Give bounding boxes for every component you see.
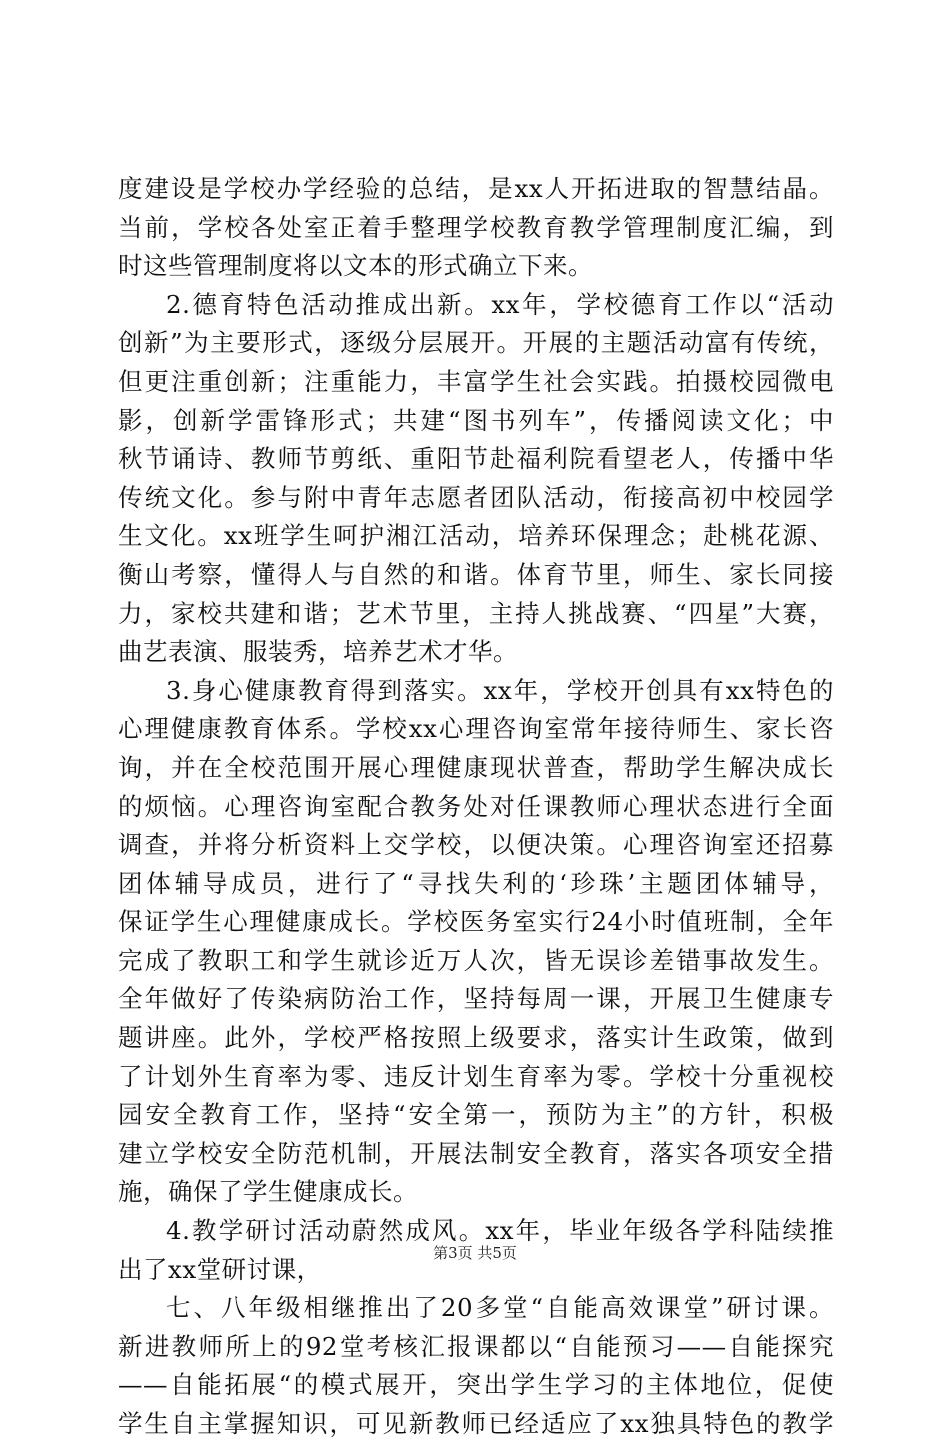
text-line: 园安全教育工作，坚持“安全第一，预防为主”的方针，积极 [118,1100,834,1130]
text-line: 力，家校共建和谐；艺术节里，主持人挑战赛、“四星”大赛， [118,598,834,628]
text-line: 但更注重创新；注重能力，丰富学生社会实践。拍摄校园微电 [118,366,834,396]
text-line: 调查，并将分析资料上交学校，以便决策。心理咨询室还招募 [118,830,834,860]
text-line: 生文化。xx班学生呵护湘江活动，培养环保理念；赴桃花源、 [118,521,834,551]
text-line: 传统文化。参与附中青年志愿者团队活动，衔接高初中校园学 [118,482,834,512]
text-line: 完成了教职工和学生就诊近万人次，皆无误诊差错事故发生。 [118,945,834,975]
text-line: 七、八年级相继推出了20多堂“自能高效课堂”研讨课。 [166,1293,834,1323]
text-line: 2.德育特色活动推成出新。xx年，学校德育工作以“活动 [166,289,834,319]
text-line: 当前，学校各处室正着手整理学校教育教学管理制度汇编，到 [118,212,834,242]
text-line: ——自能拓展“的模式展开，突出学生学习的主体地位，促使 [118,1370,834,1400]
text-line: 全年做好了传染病防治工作，坚持每周一课，开展卫生健康专 [118,984,834,1014]
text-line: 3.身心健康教育得到落实。xx年，学校开创具有xx特色的 [166,675,834,705]
page-number-footer: 第3页 共5页 [433,1244,517,1262]
text-line: 衡山考察，懂得人与自然的和谐。体育节里，师生、家长同接 [118,559,834,589]
text-line: 团体辅导成员，进行了“寻找失利的‘珍珠’主题团体辅导， [118,868,834,898]
text-line: 度建设是学校办学经验的总结，是xx人开拓进取的智慧结晶。 [118,174,834,203]
text-line: 施，确保了学生健康成长。 [118,1177,418,1207]
text-line: 新进教师所上的92堂考核汇报课都以“自能预习——自能探究 [118,1331,834,1361]
text-line: 4.教学研讨活动蔚然成风。xx年，毕业年级各学科陆续推 [166,1216,834,1246]
text-line: 学生自主掌握知识，可见新教师已经适应了xx独具特色的教学 [118,1409,834,1438]
text-line: 建立学校安全防范机制，开展法制安全教育，落实各项安全措 [118,1138,834,1168]
text-line: 询，并在全校范围开展心理健康现状普查，帮助学生解决成长 [118,752,834,782]
text-line: 题讲座。此外，学校严格按照上级要求，落实计生政策，做到 [118,1023,834,1053]
text-line: 保证学生心理健康成长。学校医务室实行24小时值班制，全年 [118,907,834,937]
text-line: 的烦恼。心理咨询室配合教务处对任课教师心理状态进行全面 [118,791,834,821]
text-line: 曲艺表演、服装秀，培养艺术才华。 [118,637,518,667]
text-line: 了计划外生育率为零、违反计划生育率为零。学校十分重视校 [118,1061,834,1091]
text-line: 影，创新学雷锋形式；共建“图书列车”，传播阅读文化；中 [118,405,834,435]
text-line: 秋节诵诗、教师节剪纸、重阳节赴福利院看望老人，传播中华 [118,444,834,474]
text-line: 出了xx堂研讨课， [118,1254,322,1284]
text-line: 创新”为主要形式，逐级分层展开。开展的主题活动富有传统， [118,328,834,358]
text-line: 心理健康教育体系。学校xx心理咨询室常年接待师生、家长咨 [118,714,834,744]
text-line: 时这些管理制度将以文本的形式确立下来。 [118,251,593,281]
